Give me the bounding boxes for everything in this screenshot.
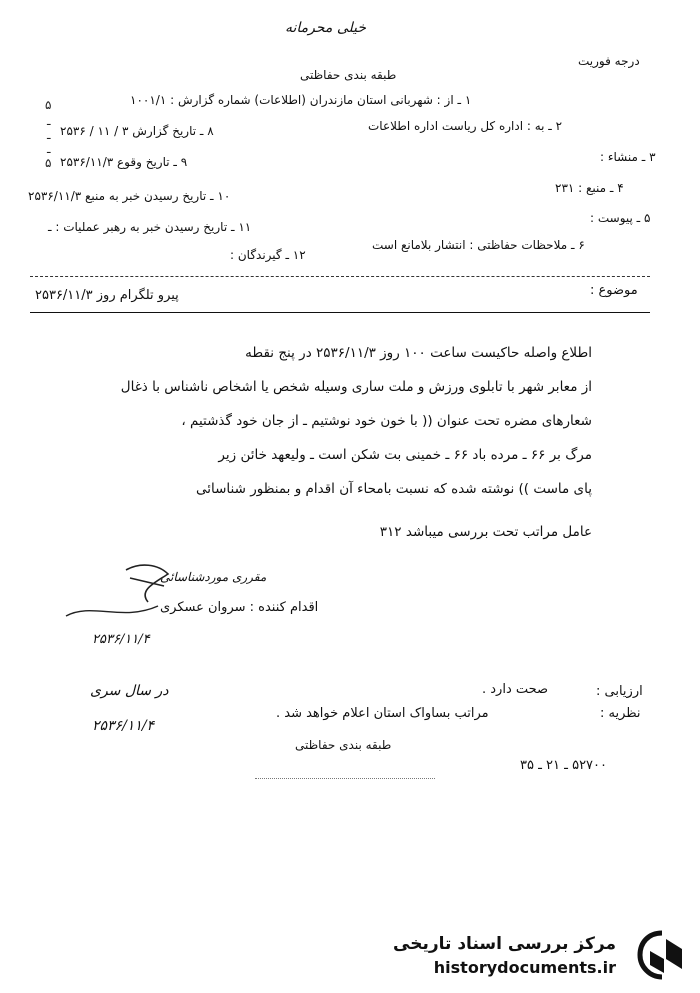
field-from: ۱ ـ از : شهربانی استان مازندران (اطلاعات) شماره گزارش : ۱۰۰۱/۱ (130, 93, 472, 107)
faint-handwriting (255, 778, 435, 779)
field-recipients: ۱۲ ـ گیرندگان : (230, 248, 306, 262)
dissemination-value: مراتب بساواک استان اعلام خواهد شد . (276, 706, 489, 721)
field-event-date: ۹ ـ تاریخ وقوع ۲۵۳۶/۱۱/۳ (60, 155, 188, 169)
body-line: عامل مراتب تحت بررسی میباشد ۳۱۲ (379, 524, 592, 540)
body-line: اطلاع واصله حاکیست ساعت ۱۰۰ روز ۲۵۳۶/۱۱/۳ در پنج نقطه (245, 345, 592, 361)
subject-text: پیرو تلگرام روز ۲۵۳۶/۱۱/۳ (35, 288, 179, 303)
assessment-label: ارزیابی : (596, 684, 643, 699)
signature-date: ۲۵۳۶/۱۱/۴ (92, 632, 150, 647)
field-protective-remarks: ۶ ـ ملاحظات حفاظتی : انتشار بلامانع است (372, 238, 585, 252)
body-line: پای ماست )) نوشته شده که نسبت بامحاء آن اقدام و بمنظور شناسائی (196, 481, 592, 497)
margin-mark: ۵ (45, 156, 52, 170)
field-to: ۲ ـ به : اداره کل ریاست اداره اطلاعات (368, 119, 563, 133)
archive-site-link[interactable]: historydocuments.ir (433, 958, 616, 977)
field-received-by-source: ۱۰ ـ تاریخ رسیدن خبر به منبع ۲۵۳۶/۱۱/۳ (28, 189, 231, 203)
field-report-date: ۸ ـ تاریخ گزارش ۳ / ۱۱ / ۲۵۳۶ (60, 124, 214, 138)
margin-mark: ـ (47, 142, 51, 156)
handwritten-note: در سال سری (90, 683, 169, 699)
body-line: شعارهای مضره تحت عنوان (( با خون خود نوشتیم ـ از جان خود گذشتیم ، (181, 413, 592, 429)
signature-note: مقرری موردشناسائی (160, 570, 267, 584)
signature-flourish (62, 596, 162, 624)
margin-mark: ـ (47, 128, 51, 142)
handwritten-date: ۲۵۳۶/۱۱/۴ (92, 718, 155, 734)
action-officer: اقدام کننده : سروان عسکری (160, 600, 319, 615)
field-source: ۳ ـ منشاء : (600, 150, 656, 164)
assessment-value: صحت دارد . (482, 682, 549, 697)
priority-label: درجه فوریت (578, 54, 640, 68)
dissemination-label: نظریه : (600, 706, 641, 721)
margin-mark: ۵ (45, 98, 52, 112)
classification-label: طبقه بندی حفاظتی (300, 68, 397, 82)
document-number: ۵۲۷۰۰ ـ ۲۱ ـ ۳۵ (520, 758, 608, 773)
archive-org-name: مرکز بررسی اسناد تاریخی (393, 934, 616, 954)
body-line: مرگ بر ۶۶ ـ مرده باد ۶۶ ـ خمینی بت شکن است ـ ولیعهد خائن زیر (218, 447, 592, 463)
subject-underline (30, 312, 650, 313)
archive-logo-icon (636, 929, 688, 981)
footer-classification: طبقه بندی حفاظتی (295, 738, 392, 752)
field-informant: ۴ ـ منبع : ۲۳۱ (555, 181, 624, 195)
margin-mark: ـ (47, 114, 51, 128)
handwritten-title: خیلی محرمانه (285, 20, 367, 36)
field-received-by-ops: ۱۱ ـ تاریخ رسیدن خبر به رهبر عملیات : ـ (48, 220, 252, 234)
body-line: از معابر شهر با تابلوی ورزش و ملت ساری وسیله شخص یا اشخاص ناشناس با ذغال (120, 379, 592, 395)
subject-label: موضوع : (590, 283, 638, 298)
separator-line (30, 276, 650, 277)
field-attachment: ۵ ـ پیوست : (590, 211, 651, 225)
